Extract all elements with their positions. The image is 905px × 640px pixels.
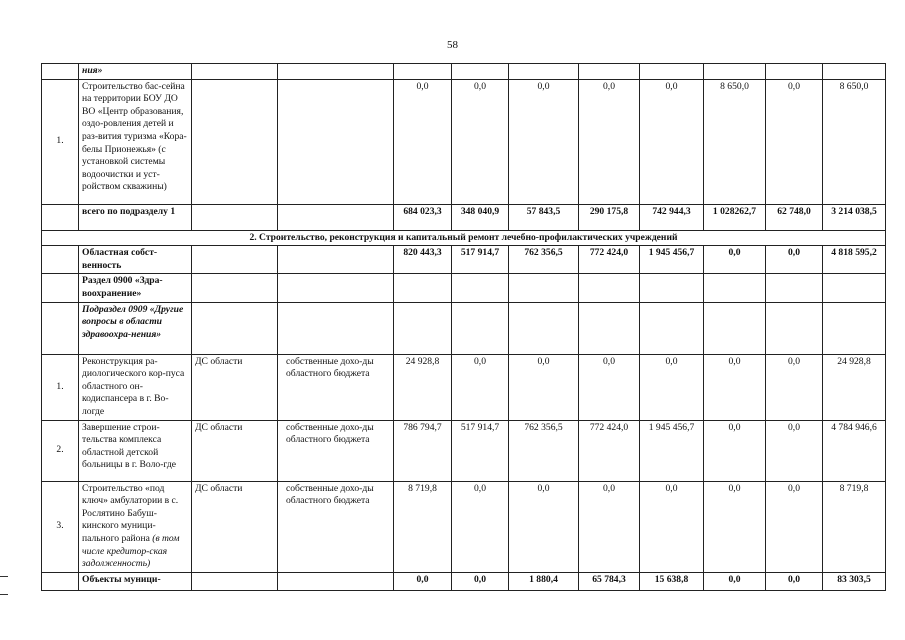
row-number: 3. (42, 481, 79, 572)
value-cell: 0,0 (509, 354, 579, 420)
value-cell: 0,0 (394, 572, 452, 590)
value-cell: 772 424,0 (579, 420, 640, 481)
customer-cell: ДС области (192, 481, 278, 572)
object-name-note: (в том числе кредитор-ская задолженность) (82, 532, 180, 570)
margin-mark (0, 594, 8, 595)
value-cell: 762 356,5 (509, 420, 579, 481)
value-cell: 0,0 (766, 481, 823, 572)
value-cell: 0,0 (766, 354, 823, 420)
table-row (42, 481, 886, 572)
category-label: Областная собст-венность (79, 246, 192, 274)
table-row (42, 572, 886, 590)
value-cell: 0,0 (704, 420, 766, 481)
continuation-text: ния» (79, 64, 192, 80)
value-cell: 0,0 (394, 79, 452, 204)
value-cell: 62 748,0 (766, 204, 823, 230)
page-number: 58 (447, 39, 458, 51)
value-cell: 24 928,8 (823, 354, 886, 420)
object-name: Завершение строи-тельства комплекса областной детской больницы в г. Воло-где (79, 420, 192, 481)
value-cell: 762 356,5 (509, 246, 579, 274)
value-cell: 348 040,9 (452, 204, 509, 230)
table-row (42, 64, 886, 80)
value-cell: 8 650,0 (704, 79, 766, 204)
section-title: 2. Строительство, реконструкция и капитальный ремонт лечебно-профилактических учреждений (42, 230, 886, 246)
value-cell: 24 928,8 (394, 354, 452, 420)
value-cell: 15 638,8 (640, 572, 704, 590)
value-cell: 4 818 595,2 (823, 246, 886, 274)
value-cell: 0,0 (704, 572, 766, 590)
value-cell: 57 843,5 (509, 204, 579, 230)
value-cell: 772 424,0 (579, 246, 640, 274)
value-cell: 0,0 (704, 246, 766, 274)
value-cell: 0,0 (640, 79, 704, 204)
value-cell: 786 794,7 (394, 420, 452, 481)
object-name: Строительство бас-сейна на территории БОУ ДО ВО «Центр образования, оздо-ровления детей и раз-вития туризма «Кора-белы Прионежья» (с установкой системы водоочистки и уст-ройством скважины) (79, 79, 192, 204)
value-cell: 0,0 (579, 354, 640, 420)
value-cell: 820 443,3 (394, 246, 452, 274)
category-label: Объекты муници- (79, 572, 192, 590)
table-row (42, 246, 886, 274)
value-cell: 290 175,8 (579, 204, 640, 230)
value-cell: 83 303,5 (823, 572, 886, 590)
value-cell: 0,0 (509, 481, 579, 572)
object-name-text: Строительство «под ключ» амбулатории в с. Рослятино Бабуш-кинского муници-пального района (82, 482, 179, 544)
value-cell: 8 650,0 (823, 79, 886, 204)
subtotal-label: всего по подразделу 1 (79, 204, 192, 230)
table-row (42, 204, 886, 230)
value-cell: 1 945 456,7 (640, 246, 704, 274)
value-cell: 0,0 (704, 481, 766, 572)
value-cell: 8 719,8 (823, 481, 886, 572)
value-cell: 684 023,3 (394, 204, 452, 230)
value-cell: 1 880,4 (509, 572, 579, 590)
value-cell: 8 719,8 (394, 481, 452, 572)
value-cell: 0,0 (766, 572, 823, 590)
value-cell: 0,0 (640, 354, 704, 420)
value-cell: 0,0 (452, 79, 509, 204)
value-cell: 0,0 (766, 420, 823, 481)
subsection-label: Подраздел 0909 «Другие вопросы в области здравоохра-нения» (79, 302, 192, 354)
value-cell: 517 914,7 (452, 420, 509, 481)
funding-source-cell: собственные дохо-ды областного бюджета (278, 354, 394, 420)
table-row (42, 354, 886, 420)
table-row (42, 420, 886, 481)
value-cell: 0,0 (766, 246, 823, 274)
row-number: 2. (42, 420, 79, 481)
value-cell: 65 784,3 (579, 572, 640, 590)
value-cell: 0,0 (452, 572, 509, 590)
customer-cell: ДС области (192, 420, 278, 481)
value-cell: 1 945 456,7 (640, 420, 704, 481)
value-cell: 0,0 (509, 79, 579, 204)
table-row (42, 230, 886, 246)
section-label: Раздел 0900 «Здра-воохранение» (79, 274, 192, 302)
margin-mark (0, 576, 8, 577)
value-cell: 0,0 (704, 354, 766, 420)
value-cell: 0,0 (579, 79, 640, 204)
table-row (42, 302, 886, 354)
budget-table (41, 63, 886, 591)
row-number: 1. (42, 354, 79, 420)
value-cell: 517 914,7 (452, 246, 509, 274)
funding-source-cell: собственные дохо-ды областного бюджета (278, 481, 394, 572)
object-name (79, 481, 192, 572)
value-cell: 1 028262,7 (704, 204, 766, 230)
value-cell: 3 214 038,5 (823, 204, 886, 230)
value-cell: 4 784 946,6 (823, 420, 886, 481)
value-cell: 0,0 (640, 481, 704, 572)
value-cell: 742 944,3 (640, 204, 704, 230)
table-row (42, 79, 886, 204)
table-row (42, 274, 886, 302)
value-cell: 0,0 (452, 354, 509, 420)
funding-source-cell: собственные дохо-ды областного бюджета (278, 420, 394, 481)
value-cell: 0,0 (452, 481, 509, 572)
customer-cell: ДС области (192, 354, 278, 420)
value-cell: 0,0 (579, 481, 640, 572)
value-cell: 0,0 (766, 79, 823, 204)
object-name: Реконструкция ра-диологического кор-пуса областного он-кодиспансера в г. Во-логде (79, 354, 192, 420)
row-number: 1. (42, 79, 79, 204)
